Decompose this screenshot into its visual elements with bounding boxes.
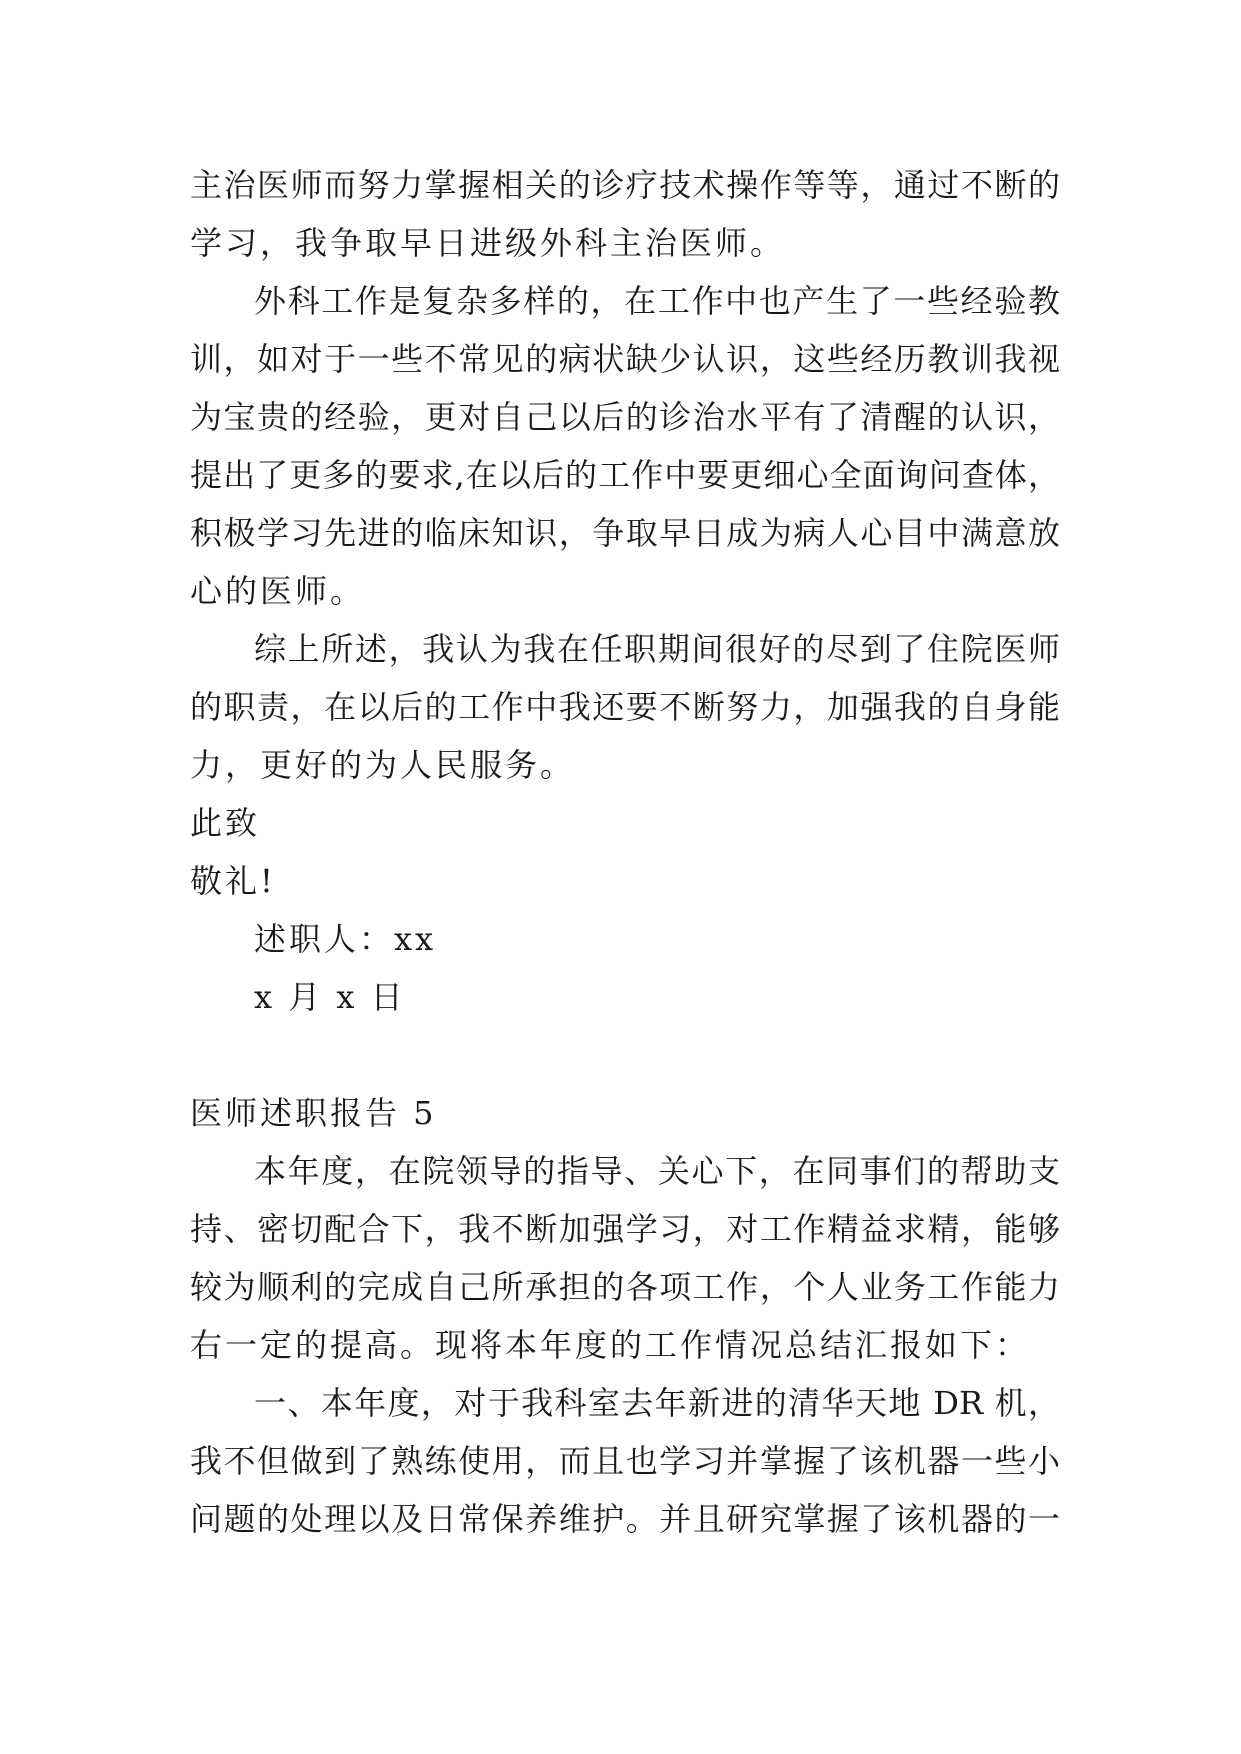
text-line: 积极学习先进的临床知识，争取早日成为病人心目中满意放 xyxy=(190,514,1060,552)
text-line: 较为顺利的完成自己所承担的各项工作，个人业务工作能力 xyxy=(190,1268,1060,1306)
signature-date: x 月 x 日 xyxy=(254,978,406,1016)
text-line: 右一定的提高。现将本年度的工作情况总结汇报如下： xyxy=(190,1326,1031,1364)
section-heading: 医师述职报告 5 xyxy=(190,1094,437,1132)
text-line: 提出了更多的要求,在以后的工作中要更细心全面询问查体， xyxy=(190,456,1060,494)
text-line: 主治医师而努力掌握相关的诊疗技术操作等等，通过不断的 xyxy=(190,166,1060,204)
text-line: 的职责，在以后的工作中我还要不断努力，加强我的自身能 xyxy=(190,688,1060,726)
paragraph-start: 一、本年度，对于我科室去年新进的清华天地 DR 机， xyxy=(254,1384,1060,1422)
text-line: 训，如对于一些不常见的病状缺少认识，这些经历教训我视 xyxy=(190,340,1060,378)
text-line: 为宝贵的经验，更对自己以后的诊治水平有了清醒的认识， xyxy=(190,398,1060,436)
text-line: 心的医师。 xyxy=(190,572,366,610)
text-line: 问题的处理以及日常保养维护。并且研究掌握了该机器的一 xyxy=(190,1500,1060,1538)
paragraph-start: 本年度，在院领导的指导、关心下，在同事们的帮助支 xyxy=(254,1152,1060,1190)
text-line: 持、密切配合下，我不断加强学习，对工作精益求精，能够 xyxy=(190,1210,1060,1248)
text-line: 学习，我争取早日进级外科主治医师。 xyxy=(190,224,786,262)
closing-salutation: 此致 xyxy=(190,804,261,842)
text-line: 力，更好的为人民服务。 xyxy=(190,746,576,784)
closing-regards: 敬礼! xyxy=(190,862,276,900)
paragraph-start: 外科工作是复杂多样的，在工作中也产生了一些经验教 xyxy=(254,282,1060,320)
signature-name: 述职人：xx xyxy=(254,920,437,958)
text-line: 我不但做到了熟练使用，而且也学习并掌握了该机器一些小 xyxy=(190,1442,1060,1480)
paragraph-start: 综上所述，我认为我在任职期间很好的尽到了住院医师 xyxy=(254,630,1060,668)
